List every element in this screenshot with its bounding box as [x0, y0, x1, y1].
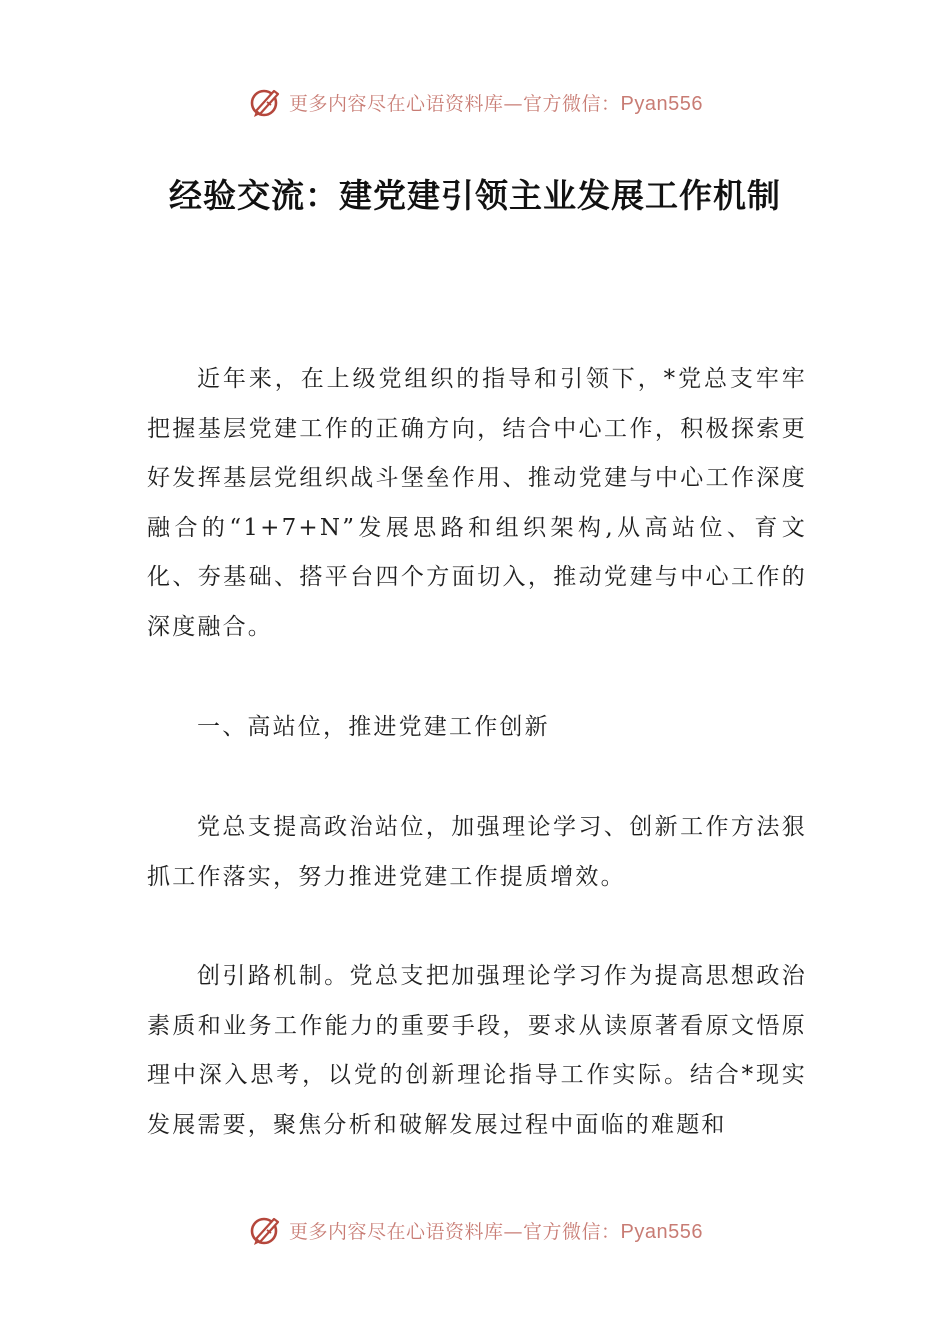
- section-heading: 一、高站位，推进党建工作创新: [197, 714, 550, 740]
- footer-banner-text: [289, 1217, 703, 1244]
- footer-banner-handle: Pyan556: [620, 1220, 703, 1243]
- section-paragraph-2: 创引路机制。党总支把加强理论学习作为提高思想政治素质和业务工作能力的重要手段，要求从读原著看原文悟原理中深入思考，以党的创新理论指导工作实际。结合*现实发展需要，聚焦分析和破解发展过程中面临的难题和: [147, 963, 807, 1138]
- document-title: 经验交流：建党建引领主业发展工作机制: [169, 176, 781, 215]
- footer-banner-label: 更多内容尽在心语资料库—官方微信：: [289, 1220, 621, 1243]
- intro-paragraph: 近年来，在上级党组织的指导和引领下，*党总支牢牢把握基层党建工作的正确方向，结合中心工作，积极探索更好发挥基层党组织战斗堡垒作用、推动党建与中心工作深度融合的“1+7+N”发展思路和组织架构,从高站位、育文化、夯基础、搭平台四个方面切入，推动党建与中心工作的深度融合。: [147, 366, 807, 640]
- header-banner-label: 更多内容尽在心语资料库—官方微信：: [289, 92, 621, 115]
- footer-banner: [0, 1210, 950, 1250]
- section-paragraph-1: 党总支提高政治站位，加强理论学习、创新工作方法狠抓工作落实，努力推进党建工作提质增效。: [147, 814, 807, 890]
- pen-in-circle-logo-icon: [247, 84, 283, 120]
- pen-in-circle-logo-icon: [247, 1212, 283, 1248]
- header-banner: [0, 82, 950, 122]
- header-banner-handle: Pyan556: [620, 92, 703, 115]
- header-banner-text: [289, 89, 703, 116]
